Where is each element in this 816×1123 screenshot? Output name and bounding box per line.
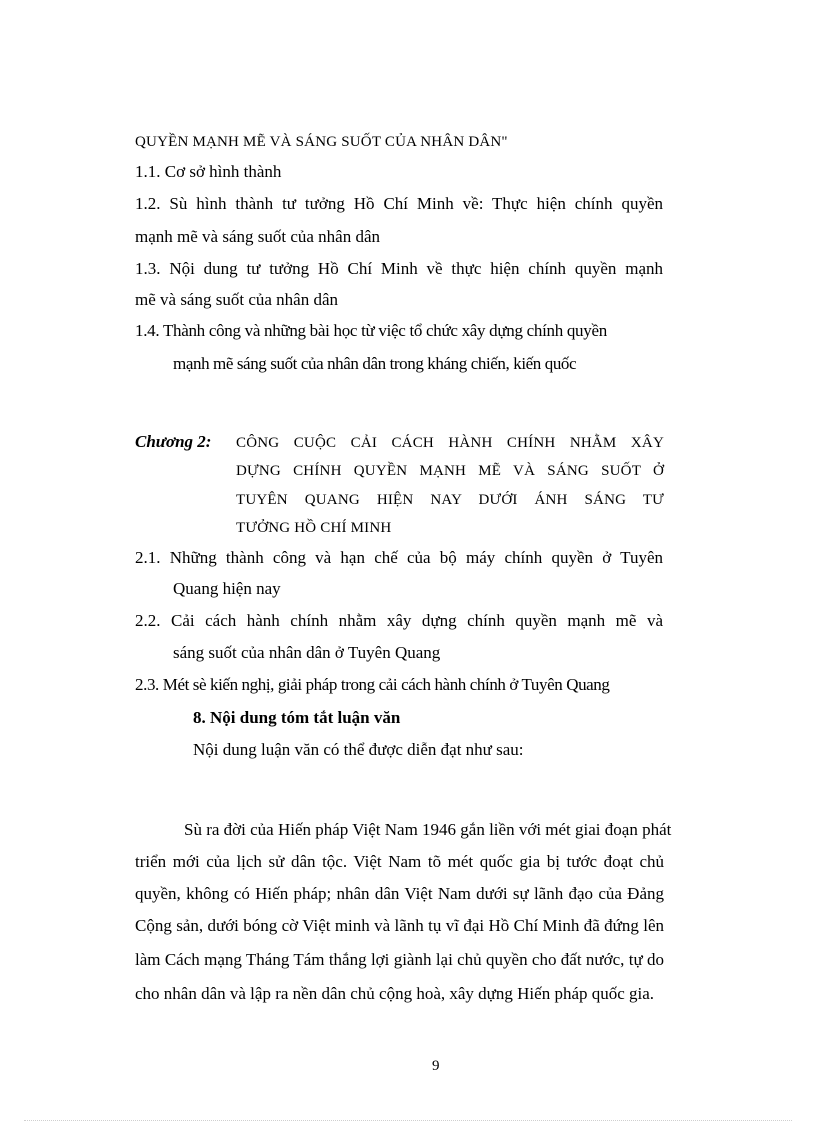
section-8-intro: Nội dung luận văn có thể được diễn đạt như sau:	[193, 740, 524, 759]
chapter2-title-line1: CÔNG CUỘC CẢI CÁCH HÀNH CHÍNH NHẰM XÂY	[236, 435, 664, 451]
paragraph-line-2: triển mới của lịch sử dân tộc. Việt Nam tõ mét quốc gia bị tước đoạt chủ	[135, 852, 664, 871]
chapter2-title-line3: TUYÊN QUANG HIỆN NAY DƯỚI ÁNH SÁNG TƯ	[236, 492, 664, 508]
section-8-heading: 8. Nội dung tóm tắt luận văn	[193, 708, 401, 727]
paragraph-line-1: Sù ra đời của Hiến pháp Việt Nam 1946 gắn liền với mét giai đoạn phát	[184, 820, 672, 839]
chapter2-title-line4: TƯỞNG HỒ CHÍ MINH	[236, 520, 392, 536]
chapter2-title-line2: DỰNG CHÍNH QUYỀN MẠNH MẼ VÀ SÁNG SUỐT Ở	[236, 463, 664, 479]
paragraph-line-6: cho nhân dân và lập ra nền dân chủ cộng hoà, xây dựng Hiến pháp quốc gia.	[135, 984, 655, 1003]
toc-item-1-4-line2: mạnh mẽ sáng suốt của nhân dân trong kháng chiến, kiến quốc	[173, 354, 577, 373]
toc-item-1-1: 1.1. Cơ sở hình thành	[135, 162, 282, 181]
paragraph-line-3: quyền, không có Hiến pháp; nhân dân Việt Nam dưới sự lãnh đạo của Đảng	[135, 884, 664, 903]
toc-item-2-2-line1: 2.2. Cải cách hành chính nhằm xây dựng chính quyền mạnh mẽ và	[135, 611, 663, 630]
toc-item-1-2-line2: mạnh mẽ và sáng suốt của nhân dân	[135, 227, 381, 246]
toc-item-2-1-line2: Quang hiện nay	[173, 579, 281, 598]
toc-item-1-3-line1: 1.3. Nội dung tư tưởng Hồ Chí Minh về thực hiện chính quyền mạnh	[135, 259, 663, 278]
toc-item-2-1-line1: 2.1. Những thành công và hạn chế của bộ máy chính quyền ở Tuyên	[135, 548, 663, 567]
toc-item-1-3-line2: mẽ và sáng suốt của nhân dân	[135, 290, 338, 309]
toc-item-2-3: 2.3. Mét sè kiến nghị, giải pháp trong cải cách hành chính ở Tuyên Quang	[135, 675, 610, 694]
toc-item-1-4-line1: 1.4. Thành công và những bài học từ việc tổ chức xây dựng chính quyền	[135, 321, 607, 340]
page-number: 9	[432, 1058, 440, 1074]
page-bottom-divider	[24, 1120, 792, 1121]
chapter1-title-tail: QUYỀN MẠNH MẼ VÀ SÁNG SUỐT CỦA NHÂN DÂN"	[135, 134, 508, 150]
paragraph-line-5: làm Cách mạng Tháng Tám thắng lợi giành lại chủ quyền cho đất nước, tự do	[135, 950, 664, 969]
toc-item-2-2-line2: sáng suốt của nhân dân ở Tuyên Quang	[173, 643, 441, 662]
chapter2-label: Chương 2:	[135, 432, 212, 451]
paragraph-line-4: Cộng sản, dưới bóng cờ Việt minh và lãnh tụ vĩ đại Hồ Chí Minh đã đứng lên	[135, 916, 664, 935]
toc-item-1-2-line1: 1.2. Sù hình thành tư tưởng Hồ Chí Minh về: Thực hiện chính quyền	[135, 194, 663, 213]
